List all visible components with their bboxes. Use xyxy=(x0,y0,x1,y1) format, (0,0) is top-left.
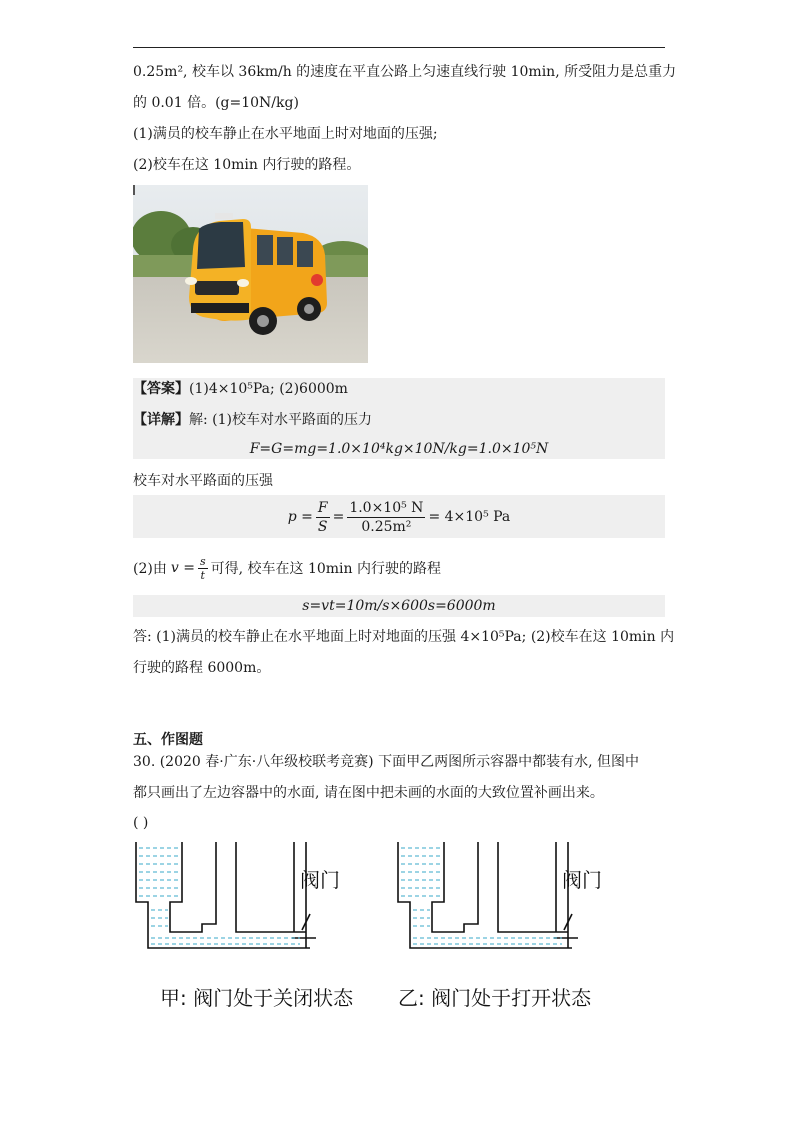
question-2: (2)校车在这 10min 内行驶的路程。 xyxy=(133,157,361,173)
answer-line xyxy=(133,379,348,399)
fraction-s-over-t xyxy=(198,555,208,582)
school-bus-photo xyxy=(133,185,368,363)
final-answer-line2: 行驶的路程 6000m。 xyxy=(133,660,271,676)
question-1: (1)满员的校车静止在水平地面上时对地面的压强; xyxy=(133,126,438,142)
part2-v: v = xyxy=(170,560,195,576)
diagram-right xyxy=(392,838,622,963)
valve-label-right: 阀门 xyxy=(562,868,602,892)
equation-distance xyxy=(133,596,665,616)
caption-right: 乙: 阀门处于打开状态 xyxy=(398,986,592,1010)
section-title: 五、作图题 xyxy=(133,732,203,748)
pressure-result: = 4×10⁵ Pa xyxy=(428,509,511,525)
final-answer-line1: 答: (1)满员的校车静止在水平地面上时对地面的压强 4×10⁵Pa; (2)校车在这 10min 内 xyxy=(133,629,675,645)
part2-line xyxy=(133,550,441,586)
diagram-left-container xyxy=(130,838,360,963)
caption-left: 甲: 阀门处于关闭状态 xyxy=(160,986,354,1010)
answer-label: 【答案】 xyxy=(133,381,189,397)
fraction-den-t: t xyxy=(200,568,205,582)
detail-label: 【详解】 xyxy=(133,412,189,428)
q30-line2: 都只画出了左边容器中的水面, 请在图中把未画的水面的大致位置补画出来。 xyxy=(133,785,604,801)
detail-intro: 解: (1)校车对水平路面的压力 xyxy=(189,412,372,428)
fraction-values xyxy=(347,499,425,536)
diagram-left xyxy=(130,838,360,963)
fraction-den-s: S xyxy=(317,518,328,535)
fraction-den-value: 0.25m² xyxy=(361,518,412,535)
pressure-symbol: p = xyxy=(287,509,313,525)
fraction-f-over-s xyxy=(316,499,330,536)
fraction-num-value: 1.0×10⁵ N xyxy=(349,499,424,516)
pressure-label: 校车对水平路面的压强 xyxy=(133,473,273,489)
equation-pressure: p = $\frac{F}{S}$ = $\frac{\text{1.0×10⁵ N}}{\text{0.25m²}}$ = 4×10⁵ Pa xyxy=(287,499,511,535)
answer-text: (1)4×10⁵Pa; (2)6000m xyxy=(189,381,348,397)
equation-force xyxy=(133,439,665,459)
q30-line1: 30. (2020 春·广东·八年级校联考竞赛) 下面甲乙两图所示容器中都装有水, 但图中 xyxy=(133,754,639,770)
answer-blank: ( ) xyxy=(133,815,149,831)
equation-distance-text: s=vt=10m/s×600s=6000m xyxy=(302,598,496,614)
header-rule xyxy=(133,47,665,48)
detail-intro-line xyxy=(133,410,372,430)
fraction-num-s: s xyxy=(199,554,206,568)
school-bus-illustration xyxy=(133,185,368,363)
problem-intro-line1: 0.25m², 校车以 36km/h 的速度在平直公路上匀速直线行驶 10min, 所受阻力是总重力 xyxy=(133,64,677,80)
diagram-right-container xyxy=(392,838,622,963)
fraction-num-f: F xyxy=(317,499,328,516)
part2-suffix: 可得, 校车在这 10min 内行驶的路程 xyxy=(210,561,441,577)
equation-force-text: F=G=mg=1.0×10⁴kg×10N/kg=1.0×10⁵N xyxy=(249,441,549,457)
valve-label-left: 阀门 xyxy=(300,868,340,892)
part2-prefix: (2)由 xyxy=(133,561,167,577)
problem-intro-line2: 的 0.01 倍。(g=10N/kg) xyxy=(133,95,299,111)
